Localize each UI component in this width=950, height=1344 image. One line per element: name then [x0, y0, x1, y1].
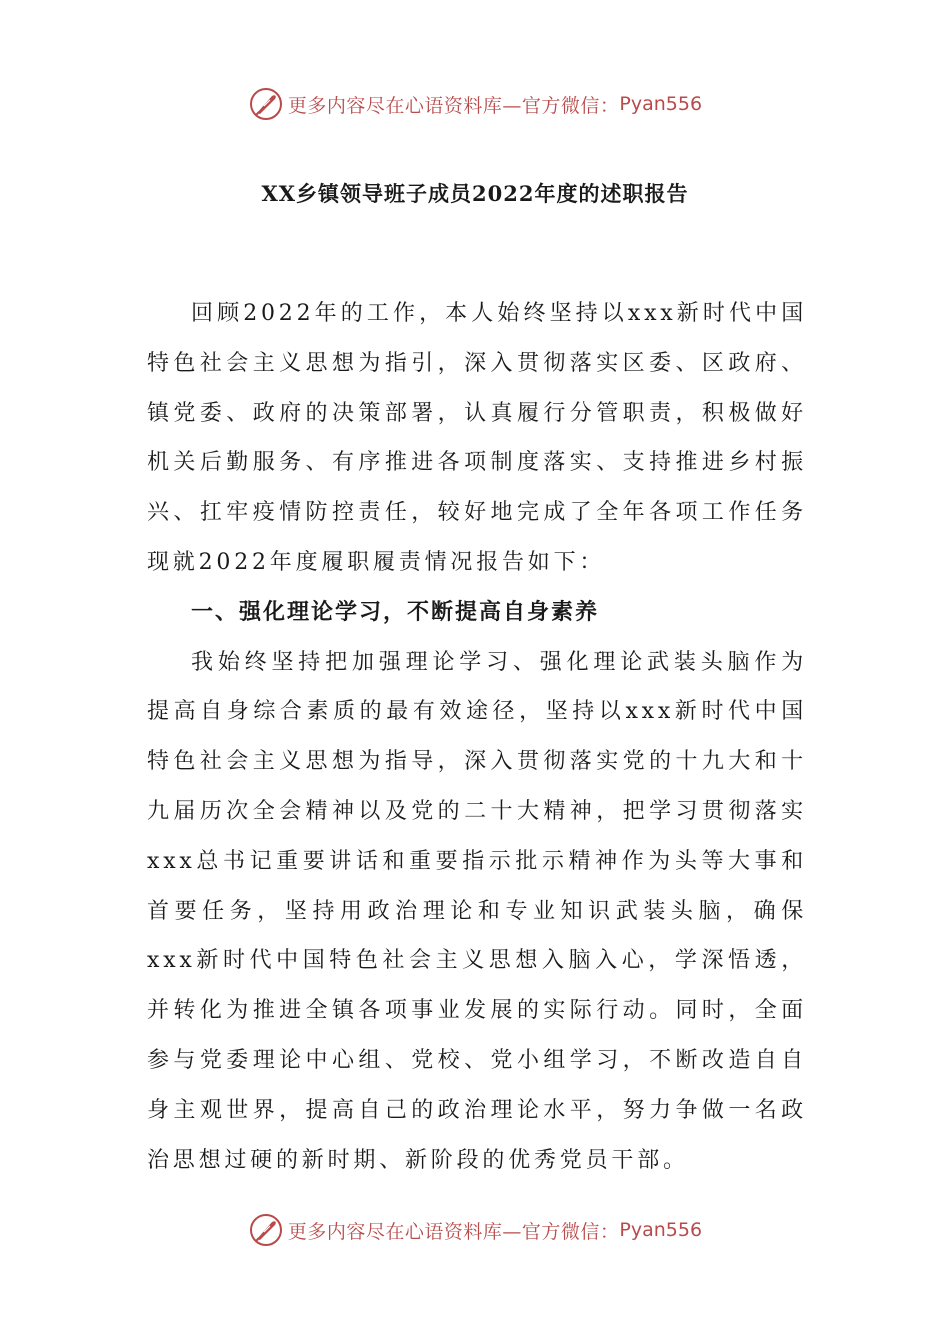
banner-wechat-id: Pyan556: [619, 1219, 703, 1241]
banner-wechat-id: Pyan556: [619, 93, 703, 115]
quill-logo-icon: [248, 1212, 284, 1248]
header-watermark-banner: [0, 82, 950, 126]
footer-watermark-banner: [0, 1208, 950, 1252]
section-1-heading: 一、强化理论学习，不断提高自身素养: [191, 598, 600, 625]
document-body: [147, 289, 807, 1185]
document-title: XX乡镇领导班子成员2022年度的述职报告: [261, 181, 689, 206]
section-1-paragraph: 我始终坚持把加强理论学习、强化理论武装头脑作为提高自身综合素质的最有效途径，坚持以xxx新时代中国特色社会主义思想为指导，深入贯彻落实党的十九大和十九届历次全会精神以及党的二十大精神，把学习贯彻落实xxx总书记重要讲话和重要指示批示精神作为头等大事和首要任务，坚持用政治理论和专业知识武装头脑，确保xxx新时代中国特色社会主义思想入脑入心，学深悟透，并转化为推进全镇各项事业发展的实际行动。同时，全面参与党委理论中心组、党校、党小组学习，不断改造自自身主观世界，提高自己的政治理论水平，努力争做一名政治思想过硬的新时期、新阶段的优秀党员干部。: [147, 649, 807, 1173]
banner-site-text: 更多内容尽在心语资料库—官方微信：: [287, 1220, 620, 1243]
banner-site-text: 更多内容尽在心语资料库—官方微信：: [287, 94, 620, 117]
intro-paragraph: 回顾2022年的工作，本人始终坚持以xxx新时代中国特色社会主义思想为指引，深入贯彻落实区委、区政府、镇党委、政府的决策部署，认真履行分管职责，积极做好机关后勤服务、有序推进各项制度落实、支持推进乡村振兴、扛牢疫情防控责任，较好地完成了全年各项工作任务现就2022年度履职履责情况报告如下：: [147, 301, 807, 575]
quill-logo-icon: [248, 86, 284, 122]
